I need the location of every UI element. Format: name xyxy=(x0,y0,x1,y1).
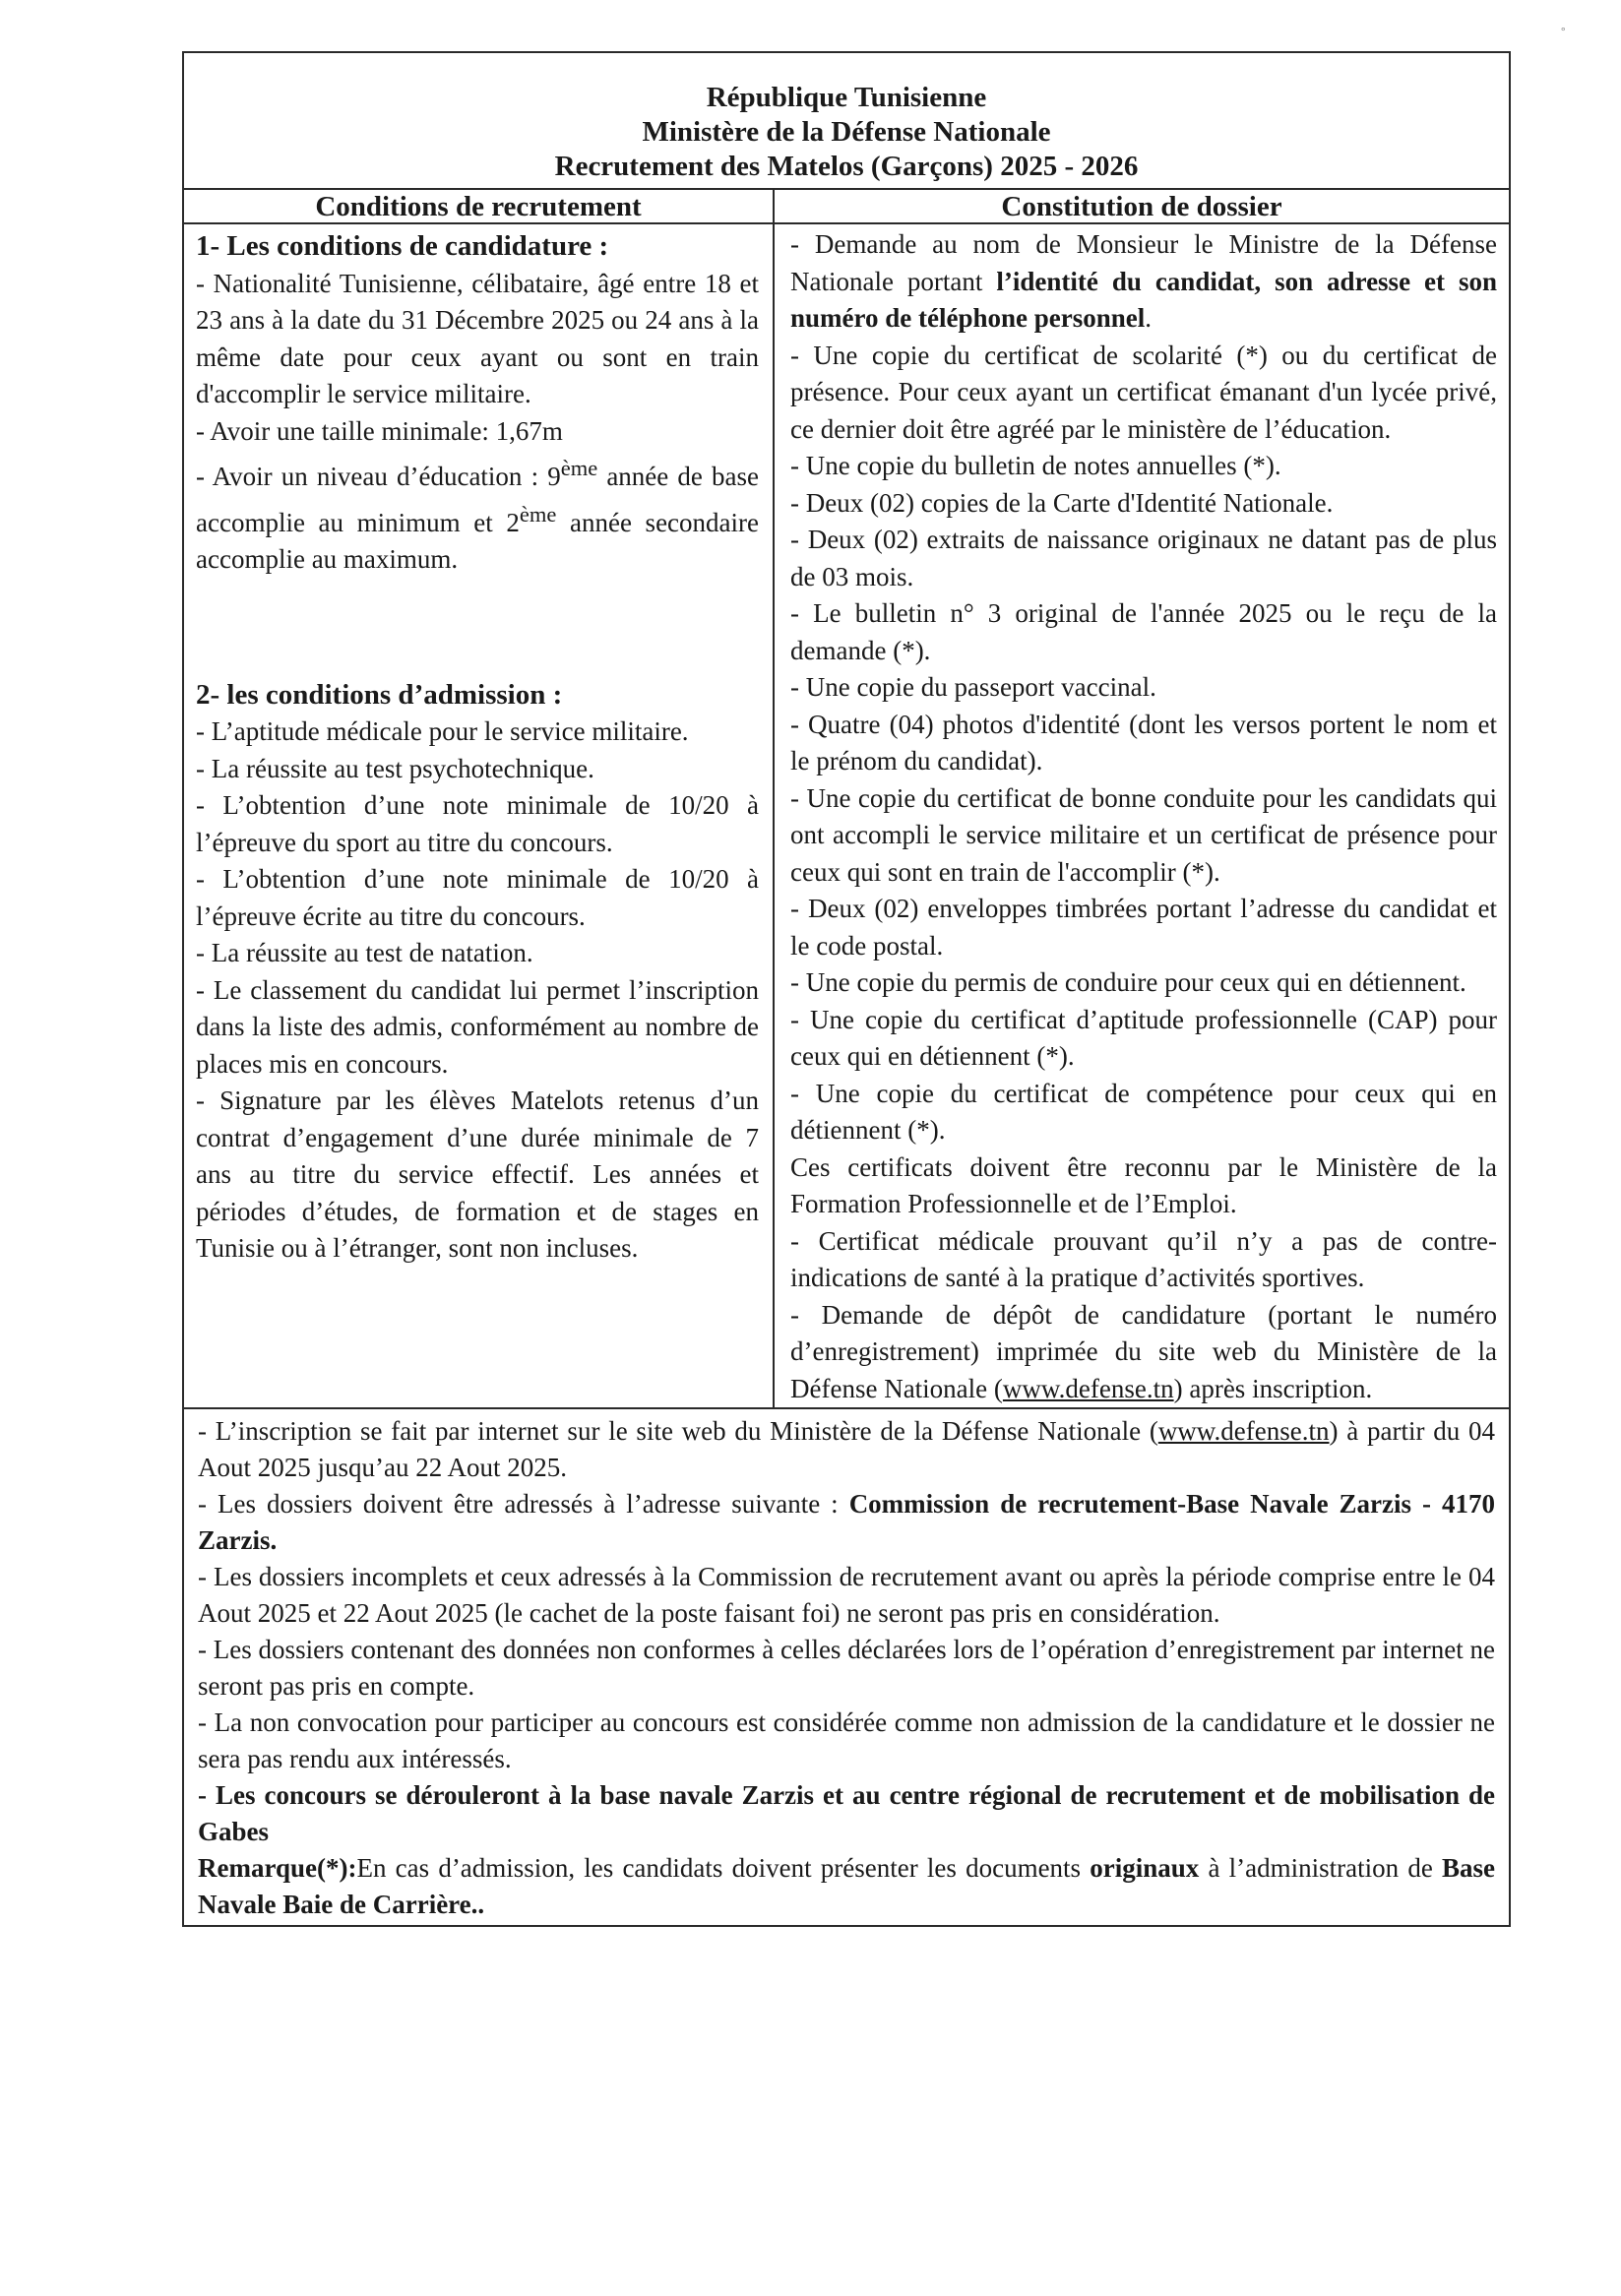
header-country: République Tunisienne xyxy=(706,82,987,113)
candidature-conditions-title: 1- Les conditions de candidature : xyxy=(196,230,609,262)
dossier-note: Ces certificats doivent être reconnu par le Ministère de la Formation Professionnelle et de l’Emploi. xyxy=(790,1151,1497,1218)
remark-text: à l’administration de xyxy=(1199,1853,1442,1883)
general-instructions xyxy=(184,1407,1509,1925)
dossier-item xyxy=(790,226,1497,338)
commission-address: Commission de recrutement-Base Navale Zarzis - 4170 Zarzis. xyxy=(198,1489,1495,1555)
dossier-item: - Deux (02) enveloppes timbrées portant l’adresse du candidat et le code postal. xyxy=(790,894,1497,961)
admission-item: - La réussite au test psychotechnique. xyxy=(196,753,594,783)
instruction-text: - Les dossiers doivent être adressés à l’adresse suivante : xyxy=(198,1489,849,1519)
header-title: Recrutement des Matelos (Garçons) 2025 - 2026 xyxy=(554,151,1139,182)
education-sup: ème xyxy=(560,456,598,480)
two-column-table xyxy=(184,190,1509,1407)
dossier-item: - Une copie du permis de conduire pour ceux qui en détiennent. xyxy=(790,967,1466,997)
instruction-incomplete: - Les dossiers incomplets et ceux adressés à la Commission de recrutement avant ou après la période comprise entre le 04 Aout 2025 et 22 Aout 2025 (le cachet de la poste faisant foi) ne seront pas pris en considération. xyxy=(198,1562,1495,1628)
instruction-text: ) à partir du 04 Aout 2025 jusqu’au 22 Aout 2025. xyxy=(198,1416,1495,1482)
instruction-text: - L’inscription se fait par internet sur le site web du Ministère de la Défense Nationale ( xyxy=(198,1416,1158,1446)
remark-text: En cas d’admission, les candidats doivent présenter les documents xyxy=(356,1853,1091,1883)
education-suffix: année secondaire accomplie au maximum. xyxy=(196,507,759,574)
dossier-item: - Le bulletin n° 3 original de l'année 2025 ou le reçu de la demande (*). xyxy=(790,598,1497,665)
dossier-item: - Certificat médicale prouvant qu’il n’y a pas de contre-indications de santé à la pratique d’activités sportives. xyxy=(790,1225,1497,1292)
admission-item: - L’obtention d’une note minimale de 10/20 à l’épreuve du sport au titre du concours. xyxy=(196,790,759,857)
condition-item: - Avoir une taille minimale: 1,67m xyxy=(196,415,563,446)
admission-item: - L’aptitude médicale pour le service militaire. xyxy=(196,716,689,746)
conditions-body xyxy=(184,224,773,1268)
dossier-body xyxy=(775,224,1509,1407)
conditions-heading: Conditions de recrutement xyxy=(184,190,773,224)
instruction-address xyxy=(198,1486,1495,1559)
education-sup: ème xyxy=(519,501,557,527)
page-header xyxy=(184,53,1509,190)
remark-base-name: Base Navale Baie de Carrière.. xyxy=(198,1853,1495,1919)
recruitment-notice xyxy=(182,51,1511,1927)
dossier-last-suffix: ) après inscription. xyxy=(1173,1373,1373,1403)
admission-item: - Signature par les élèves Matelots retenus d’un contrat d’engagement d’une durée minimale de 7 ans au titre du service effectif. Les années et périodes d’études, de formation et de stages en Tunisie ou à l’étranger, sont non incluses. xyxy=(196,1086,759,1263)
dossier-item-suffix: . xyxy=(1145,303,1153,333)
instruction-registration xyxy=(198,1413,1495,1486)
dossier-item-last xyxy=(790,1297,1497,1408)
remark xyxy=(198,1850,1495,1923)
corner-mark: ° xyxy=(1560,26,1566,38)
education-prefix: - Avoir un niveau d’éducation : 9 xyxy=(196,462,561,491)
condition-item: - Nationalité Tunisienne, célibataire, âgé entre 18 et 23 ans à la date du 31 Décembre 2025 ou 24 ans à la même date pour ceux ayant ou sont en train d'accomplir le service militaire. xyxy=(196,268,759,408)
admission-item: - L’obtention d’une note minimale de 10/20 à l’épreuve écrite au titre du concours. xyxy=(196,864,759,931)
conditions-column xyxy=(184,190,775,1407)
dossier-column xyxy=(775,190,1509,1407)
dossier-item: - Une copie du certificat de compétence pour ceux qui en détiennent (*). xyxy=(790,1078,1497,1145)
dossier-item: - Une copie du passeport vaccinal. xyxy=(790,672,1156,702)
dossier-item: - Quatre (04) photos d'identité (dont les versos portent le nom et le prénom du candidat). xyxy=(790,709,1497,776)
instruction-convocation: - La non convocation pour participer au concours est considérée comme non admission de la candidature et le dossier ne sera pas rendu aux intéressés. xyxy=(198,1707,1495,1773)
instruction-locations: - Les concours se dérouleront à la base navale Zarzis et au centre régional de recrutement et de mobilisation de Gabes xyxy=(198,1780,1495,1846)
admission-item: - Le classement du candidat lui permet l’inscription dans la liste des admis, conformément au nombre de places mis en concours. xyxy=(196,974,759,1079)
education-mid: année de base accomplie au minimum et 2 xyxy=(196,462,759,537)
admission-item: - La réussite au test de natation. xyxy=(196,938,533,967)
remark-bold: originaux xyxy=(1090,1853,1200,1883)
admission-conditions-title: 2- les conditions d’admission : xyxy=(196,678,563,711)
remark-label: Remarque(*): xyxy=(198,1853,357,1883)
dossier-item: - Une copie du certificat de bonne conduite pour les candidats qui ont accompli le service militaire et un certificat de présence pour ceux qui sont en train de l'accomplir (*). xyxy=(790,782,1497,887)
dossier-last-prefix: - Demande de dépôt de candidature (portant le numéro d’enregistrement) imprimée du site web du Ministère de la Défense Nationale ( xyxy=(790,1299,1497,1403)
defense-website-link[interactable]: www.defense.tn xyxy=(1002,1373,1174,1403)
dossier-item: - Une copie du certificat de scolarité (*) ou du certificat de présence. Pour ceux ayant un certificat émanant d'un lycée privé, ce dernier doit être agréé par le ministère de l’éducation. xyxy=(790,340,1497,444)
dossier-item: - Deux (02) extraits de naissance originaux ne datant pas de plus de 03 mois. xyxy=(790,525,1497,591)
header-ministry: Ministère de la Défense Nationale xyxy=(642,116,1051,148)
spacer xyxy=(196,579,759,677)
dossier-heading: Constitution de dossier xyxy=(775,190,1509,224)
dossier-item: - Une copie du bulletin de notes annuelles (*). xyxy=(790,451,1281,480)
condition-item-education xyxy=(196,450,759,579)
dossier-item: - Deux (02) copies de la Carte d'Identité Nationale. xyxy=(790,487,1334,518)
defense-website-link[interactable]: www.defense.tn xyxy=(1157,1416,1330,1446)
dossier-item: - Une copie du certificat d’aptitude professionnelle (CAP) pour ceux qui en détiennent (*). xyxy=(790,1004,1497,1071)
dossier-item-bold: l’identité du candidat, son adresse et son numéro de téléphone personnel xyxy=(790,266,1497,333)
instruction-nonconform: - Les dossiers contenant des données non conformes à celles déclarées lors de l’opération d’enregistrement par internet ne seront pas pris en compte. xyxy=(198,1635,1495,1701)
dossier-item-prefix: - Demande au nom de Monsieur le Ministre de la Défense Nationale portant xyxy=(790,229,1497,296)
